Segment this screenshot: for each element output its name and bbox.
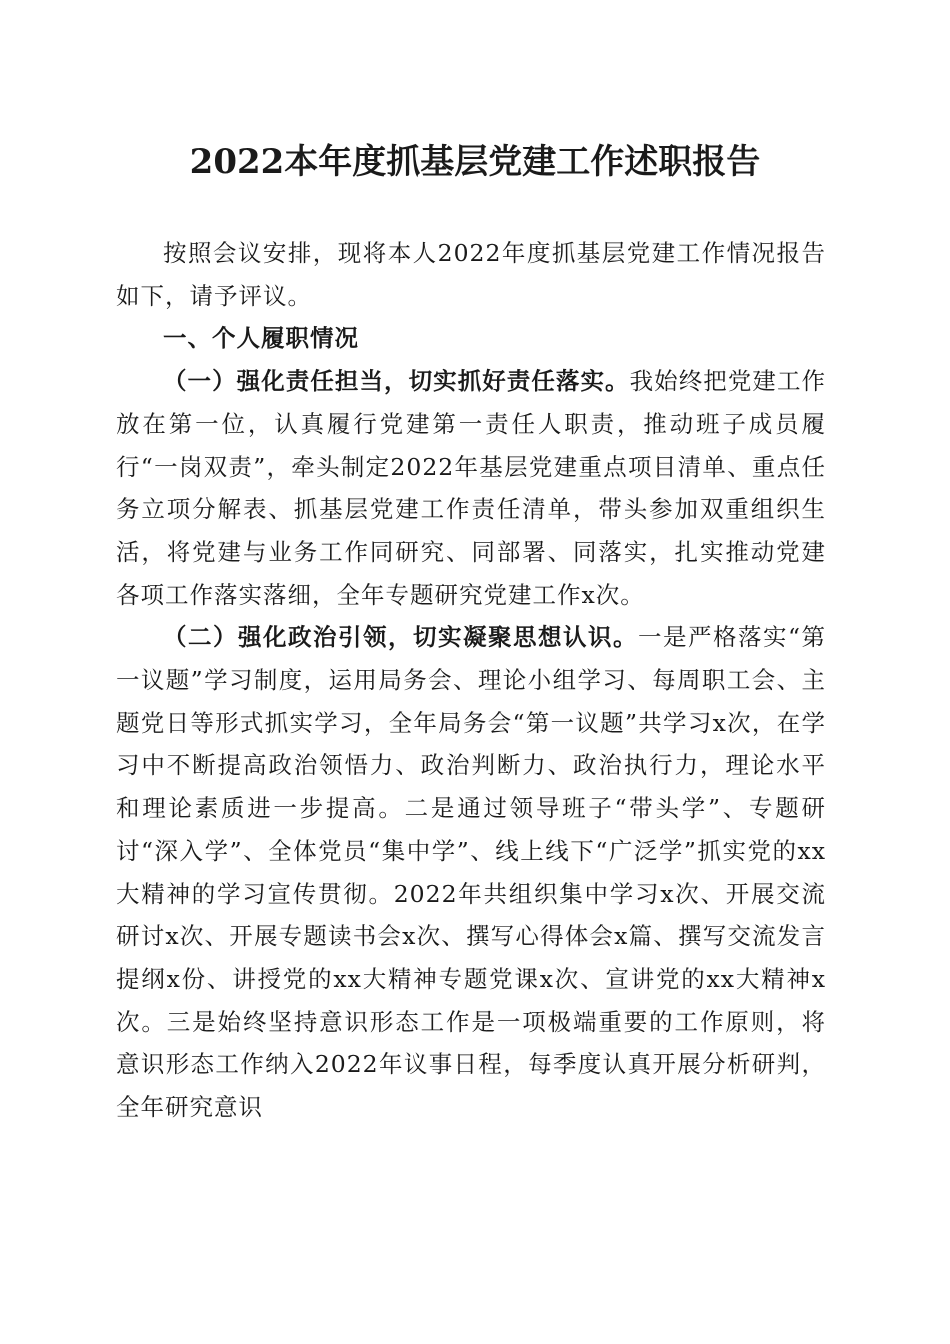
document-title: 2022本年度抓基层党建工作述职报告 — [189, 142, 761, 182]
paragraph-lead-responsibility: （一）强化责任担当，切实抓好责任落实。 — [163, 367, 630, 396]
paragraph-responsibility — [116, 360, 826, 616]
document-body — [116, 232, 826, 1129]
paragraph-lead-political-guidance: （二）强化政治引领，切实凝聚思想认识。 — [163, 623, 638, 652]
intro-paragraph: 按照会议安排，现将本人2022年度抓基层党建工作情况报告如下，请予评议。 — [116, 239, 826, 310]
paragraph-text-responsibility: 我始终把党建工作放在第一位，认真履行党建第一责任人职责，推动班子成员履行“一岗双责”，牵头制定2022年基层党建重点项目清单、重点任务立项分解表、抓基层党建工作责任清单，带头参加双重组织生活，将党建与业务工作同研究、同部署、同落实，扎实推动党建各项工作落实落细，全年专题研究党建工作x次。 — [116, 367, 827, 609]
paragraph-political-guidance — [116, 616, 826, 1128]
paragraph-text-political-guidance: 一是严格落实“第一议题”学习制度，运用局务会、理论小组学习、每周职工会、主题党日等形式抓实学习，全年局务会“第一议题”共学习x次，在学习中不断提高政治领悟力、政治判断力、政治执行力，理论水平和理论素质进一步提高。二是通过领导班子“带头学”、专题研讨“深入学”、全体党员“集中学”、线上线下“广泛学”抓实党的xx大精神的学习宣传贯彻。2022年共组织集中学习x次、开展交流研讨x次、开展专题读书会x次、撰写心得体会x篇、撰写交流发言提纲x份、讲授党的xx大精神专题党课x次、宣讲党的xx大精神x次。三是始终坚持意识形态工作是一项极端重要的工作原则，将意识形态工作纳入2022年议事日程，每季度认真开展分析研判，全年研究意识 — [116, 623, 827, 1122]
section-heading-personal-duty: 一、个人履职情况 — [163, 324, 359, 353]
